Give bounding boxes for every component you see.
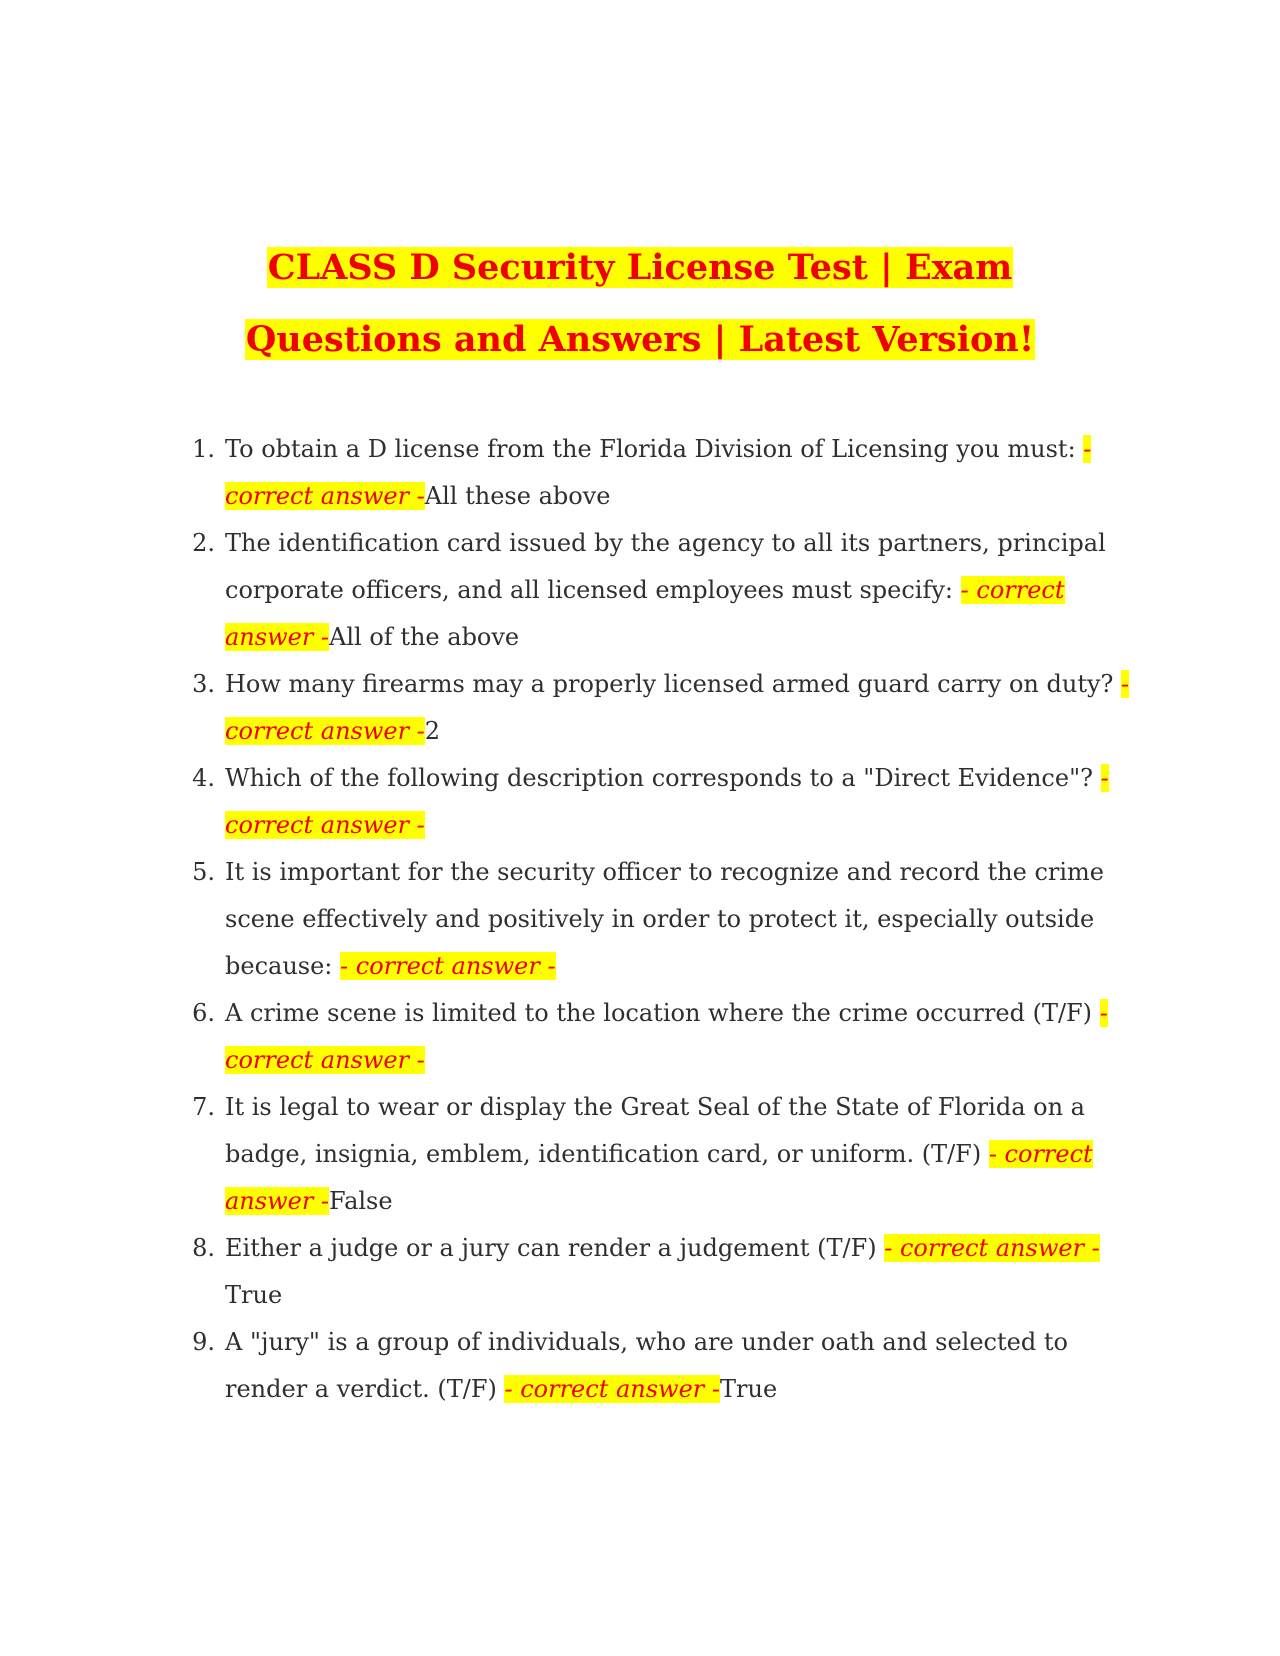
- question-body: [225, 661, 1130, 755]
- question-body: [225, 849, 1130, 990]
- title-line-2-text: Questions and Answers | Latest Version!: [245, 319, 1035, 360]
- question-text: The identification card issued by the agency to all its partners, principal corporate officers, and all licensed employees must specify:: [225, 529, 1106, 604]
- question-body: [225, 755, 1130, 849]
- question-number: 5.: [192, 858, 215, 886]
- answer-text: False: [329, 1187, 393, 1215]
- document-title: [150, 232, 1130, 376]
- question-body: [225, 1319, 1130, 1413]
- answer-text: True: [720, 1375, 778, 1403]
- question-number: 4.: [192, 764, 215, 792]
- question-item-5: [170, 849, 1130, 990]
- answer-marker: - correct answer -: [225, 999, 1108, 1074]
- question-list: [170, 426, 1130, 1413]
- title-line-1-text: CLASS D Security License Test | Exam: [267, 247, 1013, 288]
- title-line-2: [150, 304, 1130, 376]
- question-number: 6.: [192, 999, 215, 1027]
- answer-marker: - correct answer -: [225, 670, 1130, 745]
- answer-marker: - correct answer -: [884, 1234, 1100, 1262]
- question-text: It is legal to wear or display the Great Seal of the State of Florida on a badge, insignia, emblem, identification card, or uniform. (T/F): [225, 1093, 1085, 1168]
- question-text: Which of the following description corresponds to a "Direct Evidence"?: [225, 764, 1101, 792]
- question-number: 1.: [192, 435, 215, 463]
- question-item-6: [170, 990, 1130, 1084]
- answer-marker: - correct answer -: [504, 1375, 720, 1403]
- question-item-9: [170, 1319, 1130, 1413]
- question-text: A "jury" is a group of individuals, who are under oath and selected to render a verdict. (T/F): [225, 1328, 1068, 1403]
- question-item-4: [170, 755, 1130, 849]
- title-line-1: [150, 232, 1130, 304]
- answer-text: True: [225, 1281, 283, 1309]
- answer-marker: - correct answer -: [225, 764, 1109, 839]
- question-body: [225, 520, 1130, 661]
- question-item-7: [170, 1084, 1130, 1225]
- answer-marker: - correct answer -: [225, 435, 1092, 510]
- question-item-1: [170, 426, 1130, 520]
- question-body: [225, 1084, 1130, 1225]
- answer-marker: - correct answer -: [340, 952, 556, 980]
- question-text: It is important for the security officer to recognize and record the crime scene effectively and positively in order to protect it, especially outside because:: [225, 858, 1104, 980]
- question-number: 9.: [192, 1328, 215, 1356]
- question-body: [225, 426, 1130, 520]
- question-text: A crime scene is limited to the location where the crime occurred (T/F): [225, 999, 1100, 1027]
- question-number: 3.: [192, 670, 215, 698]
- answer-marker: - correct answer -: [225, 1140, 1093, 1215]
- question-text: Either a judge or a jury can render a judgement (T/F): [225, 1234, 885, 1262]
- answer-text: All of the above: [329, 623, 520, 651]
- question-item-2: [170, 520, 1130, 661]
- answer-text: All these above: [424, 482, 611, 510]
- answer-text: 2: [424, 717, 441, 745]
- question-number: 8.: [192, 1234, 215, 1262]
- question-number: 2.: [192, 529, 215, 557]
- question-text: To obtain a D license from the Florida Division of Licensing you must:: [225, 435, 1084, 463]
- question-text: How many firearms may a properly licensed armed guard carry on duty?: [225, 670, 1122, 698]
- question-item-3: [170, 661, 1130, 755]
- answer-marker: - correct answer -: [225, 576, 1065, 651]
- question-body: [225, 1225, 1130, 1319]
- question-item-8: [170, 1225, 1130, 1319]
- question-body: [225, 990, 1130, 1084]
- question-number: 7.: [192, 1093, 215, 1121]
